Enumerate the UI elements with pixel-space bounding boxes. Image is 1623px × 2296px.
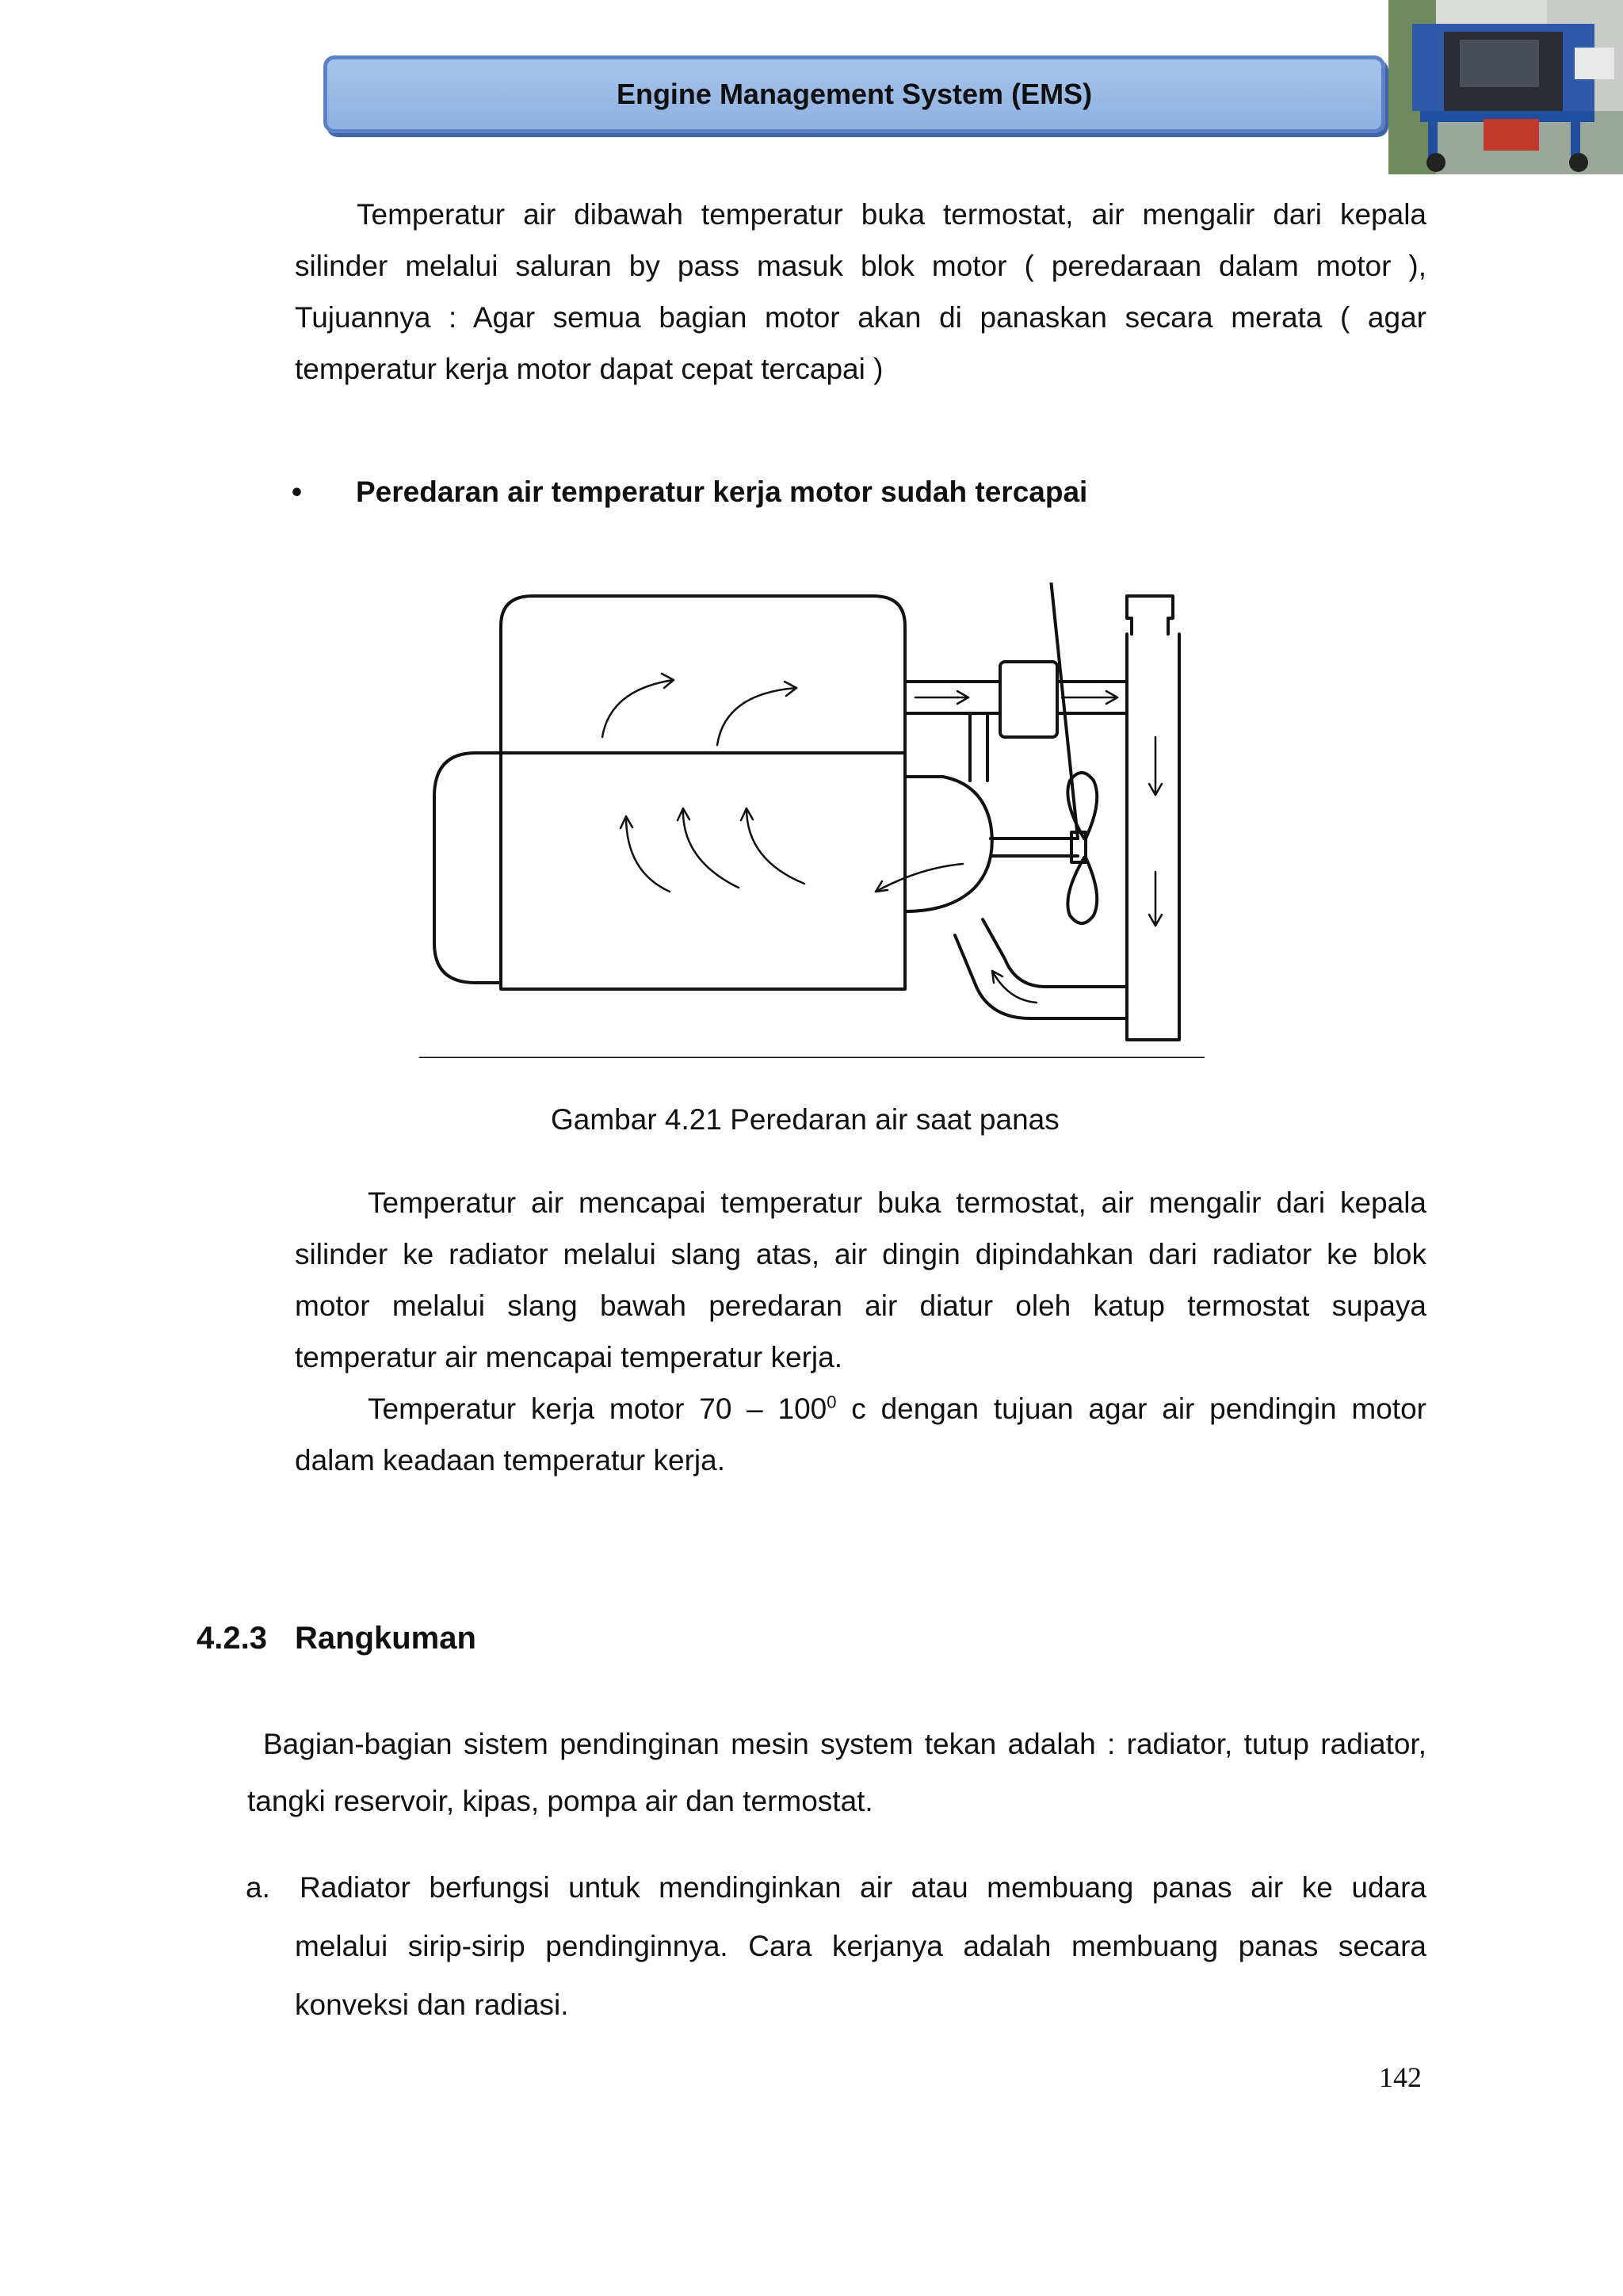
radiator-cap <box>1127 596 1173 634</box>
text-line <box>295 1383 1426 1435</box>
text-fragment: Temperatur kerja motor 70 – 100 <box>368 1392 827 1425</box>
text-line: motor melalui slang bawah peredaran air diatur oleh katup termostat supaya <box>295 1289 1426 1322</box>
header-banner <box>323 55 1385 133</box>
cylinder-head <box>501 596 905 753</box>
list-item-radiator <box>246 1859 1426 2034</box>
paragraph-working-temperature <box>295 1383 1426 1486</box>
crankcase <box>434 753 501 983</box>
lower-hose <box>983 919 1127 987</box>
header-title: Engine Management System (EMS) <box>616 78 1093 110</box>
section-heading <box>197 1621 476 1656</box>
figure-caption: Gambar 4.21 Peredaran air saat panas <box>551 1103 1060 1136</box>
text-line: Radiator berfungsi untuk mendinginkan air atau membuang panas air ke udara <box>300 1871 1426 1904</box>
paragraph-thermostat-open <box>295 1177 1426 1383</box>
paragraph-thermostat-closed <box>295 189 1426 395</box>
text-line: dalam keadaan temperatur kerja. <box>295 1444 725 1477</box>
text-line: silinder ke radiator melalui slang atas, air dingin dipindahkan dari radiator ke blok <box>295 1238 1426 1270</box>
list-marker: a. <box>246 1871 270 1904</box>
text-fragment: c dengan tujuan agar air pendingin motor <box>836 1392 1426 1425</box>
thermostat-housing <box>1000 662 1057 737</box>
text-line: Tujuannya : Agar semua bagian motor akan di panaskan secara merata ( agar <box>295 301 1426 334</box>
section-title: Rangkuman <box>295 1621 476 1656</box>
superscript-degree: 0 <box>827 1392 837 1412</box>
cooling-circulation-diagram <box>412 583 1205 1058</box>
engine-block <box>501 753 905 989</box>
text-line: Temperatur air mencapai temperatur buka termostat, air mengalir dari kepala <box>368 1186 1426 1219</box>
water-pump <box>905 777 992 911</box>
radiator <box>1127 634 1179 1040</box>
engine-trainer-photo <box>1388 0 1623 174</box>
text-line: silinder melalui saluran by pass masuk blok motor ( peredaraan dalam motor ), <box>295 250 1426 282</box>
fan-blade-lower <box>1067 858 1097 923</box>
bullet-text: Peredaran air temperatur kerja motor sudah tercapai <box>356 476 1088 508</box>
text-line: Temperatur air dibawah temperatur buka termostat, air mengalir dari kepala <box>357 198 1426 231</box>
text-line: Bagian-bagian sistem pendinginan mesin system tekan adalah : radiator, tutup radiator, <box>263 1728 1426 1760</box>
page-number: 142 <box>1379 2061 1422 2093</box>
text-line: konveksi dan radiasi. <box>295 1988 569 2021</box>
text-line: tangki reservoir, kipas, pompa air dan termostat. <box>247 1785 873 1817</box>
summary-paragraph <box>247 1716 1426 1830</box>
bullet-icon: • <box>292 476 302 508</box>
text-line: melalui sirip-sirip pendinginnya. Cara kerjanya adalah membuang panas secara <box>295 1930 1426 1962</box>
section-number: 4.2.3 <box>197 1621 267 1656</box>
text-line: temperatur kerja motor dapat cepat tercapai ) <box>295 353 884 385</box>
text-line: temperatur air mencapai temperatur kerja. <box>295 1341 842 1373</box>
